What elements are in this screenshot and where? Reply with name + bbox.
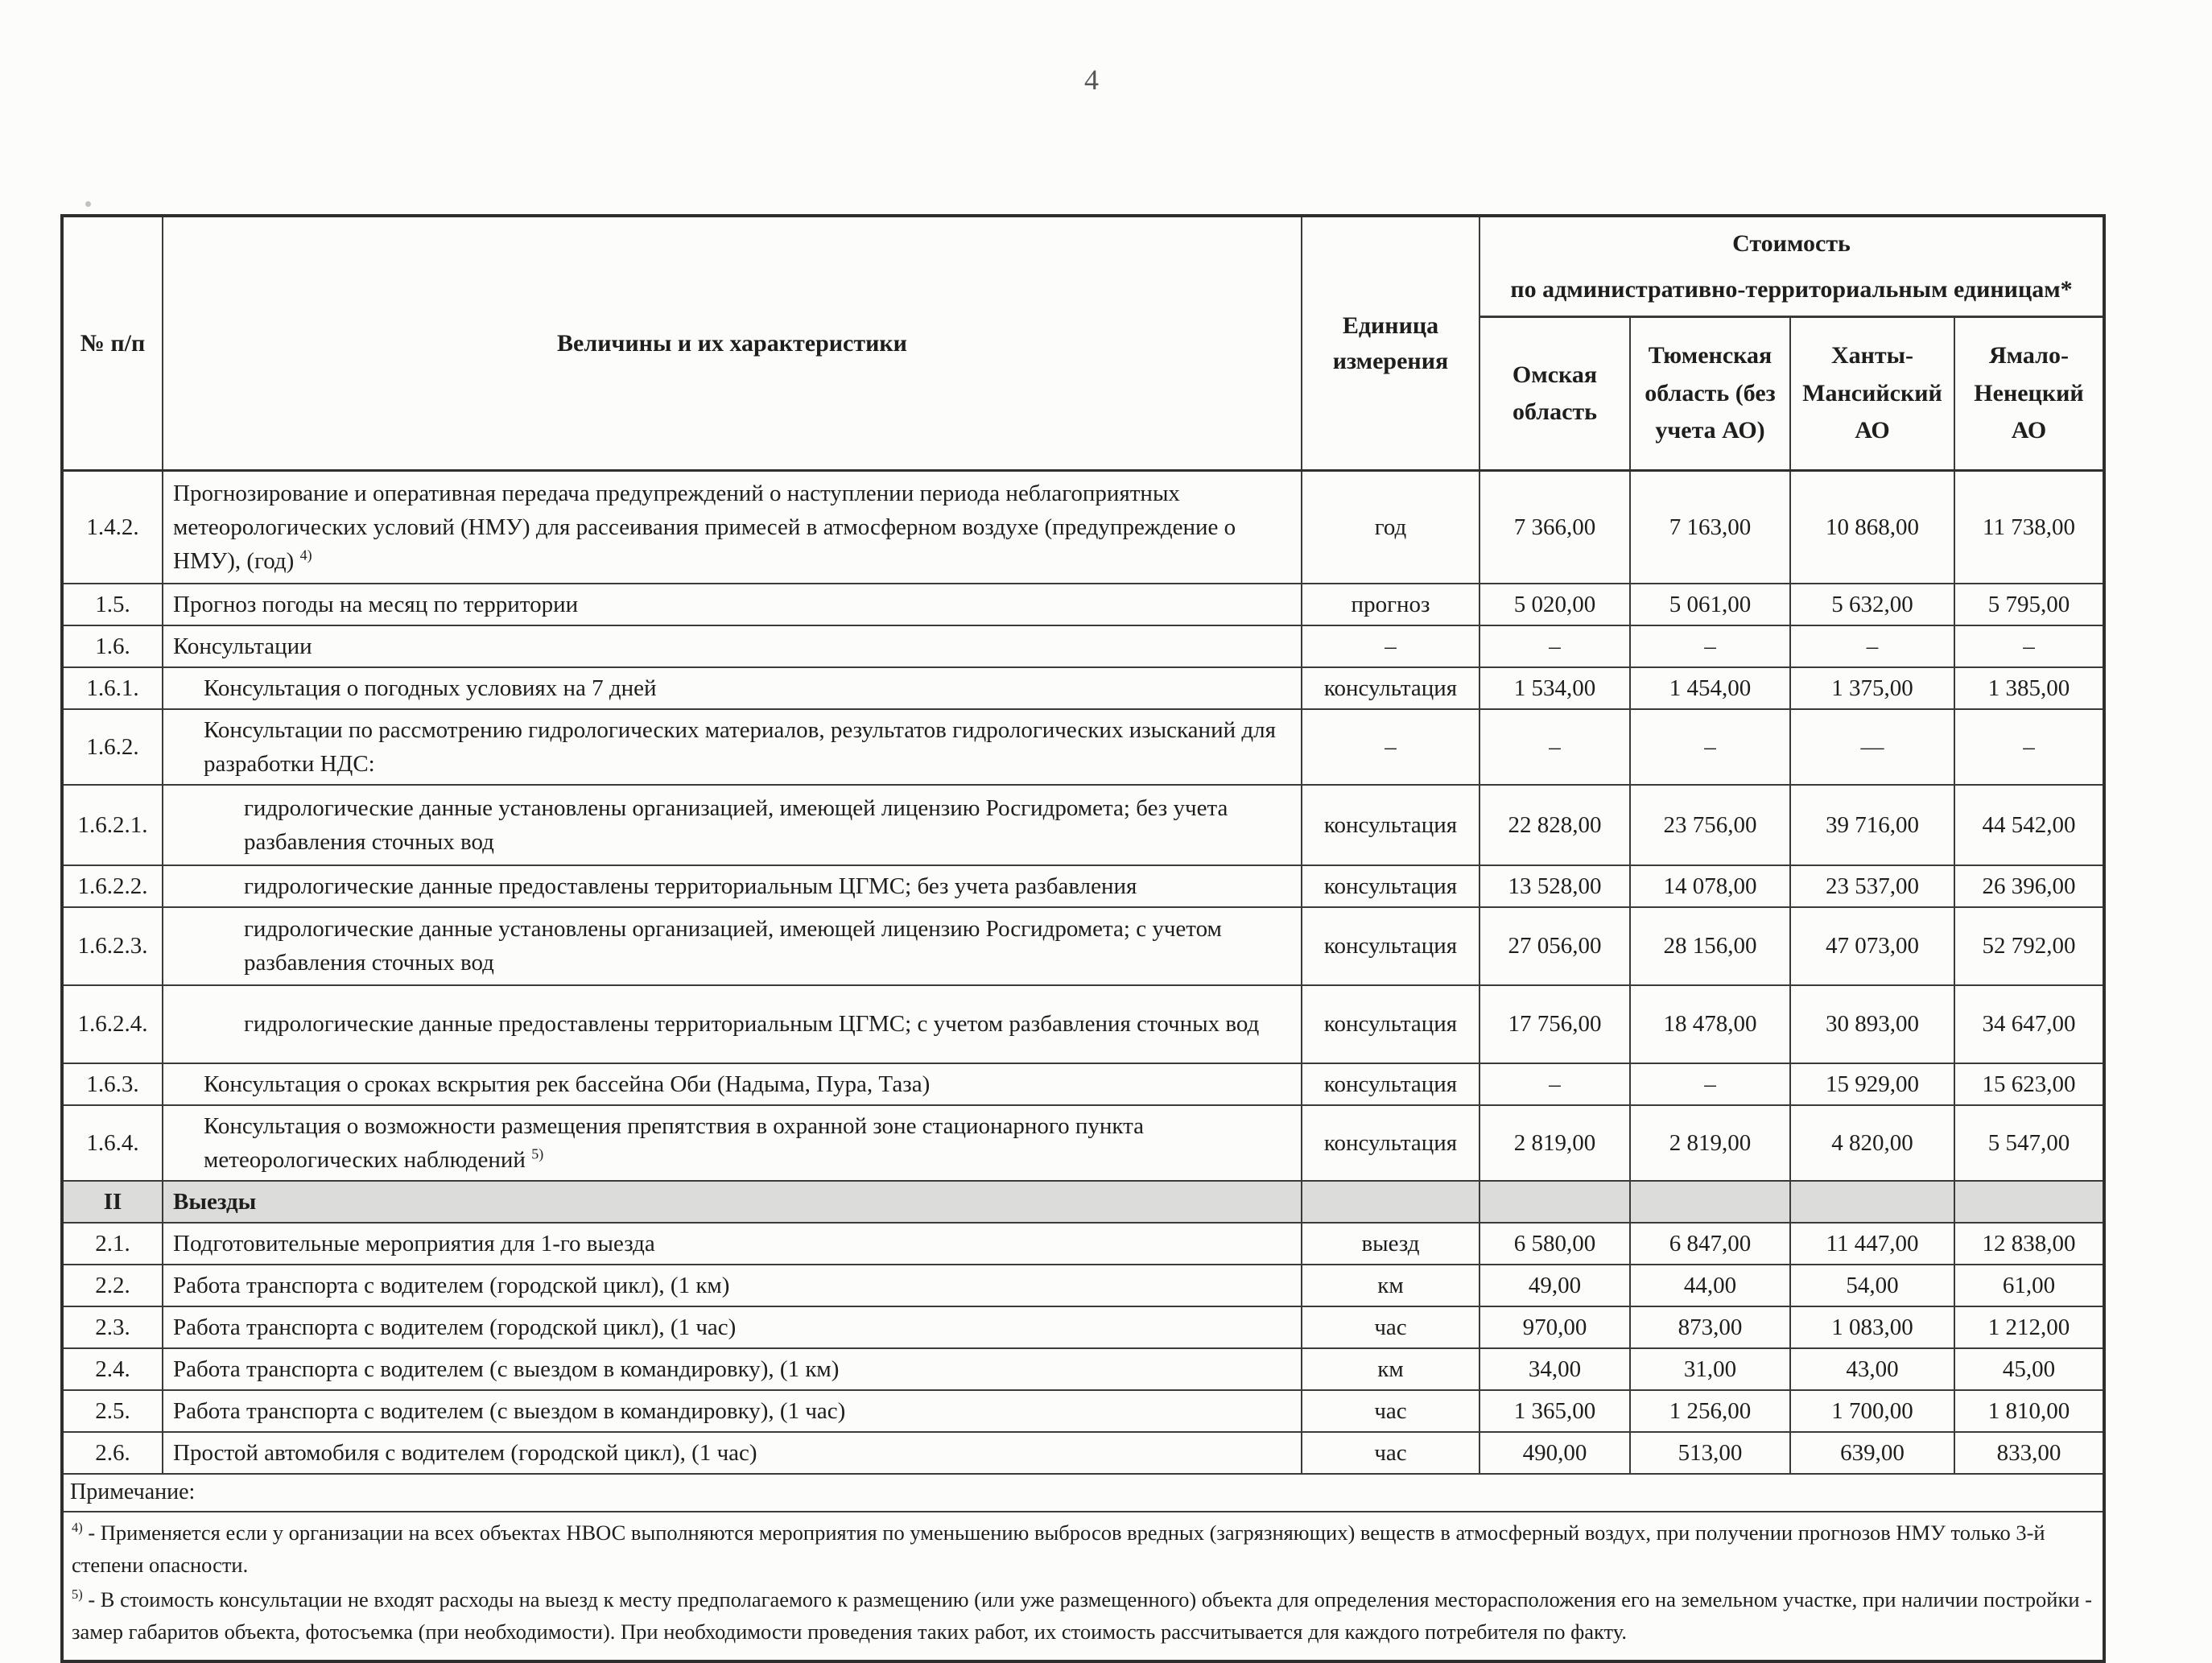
note-5-marker: 5) bbox=[72, 1587, 83, 1603]
unit-cell: час bbox=[1302, 1306, 1479, 1348]
price-cell: 513,00 bbox=[1630, 1432, 1790, 1474]
price-cell: 12 838,00 bbox=[1954, 1223, 2104, 1265]
price-cell: 4 820,00 bbox=[1790, 1105, 1954, 1181]
description-cell bbox=[163, 985, 1302, 1063]
description-text: Консультация о погодных условиях на 7 дней bbox=[204, 675, 657, 701]
header-cell-region-yamal: Ямало-Ненецкий АО bbox=[1954, 317, 2104, 471]
price-cell: 1 375,00 bbox=[1790, 667, 1954, 709]
row-number-cell: 1.6.1. bbox=[62, 667, 163, 709]
unit-cell: час bbox=[1302, 1432, 1479, 1474]
header-cell-number: № п/п bbox=[62, 216, 163, 471]
table-row bbox=[62, 584, 2104, 625]
row-number-cell: 2.2. bbox=[62, 1265, 163, 1306]
unit-cell: консультация bbox=[1302, 865, 1479, 907]
price-cell: 11 447,00 bbox=[1790, 1223, 1954, 1265]
price-cell: 54,00 bbox=[1790, 1265, 1954, 1306]
description-cell bbox=[163, 865, 1302, 907]
header-cell-region-omsk: Омская область bbox=[1479, 317, 1630, 471]
unit-cell: консультация bbox=[1302, 907, 1479, 985]
price-cell: 2 819,00 bbox=[1479, 1105, 1630, 1181]
price-cell: 1 365,00 bbox=[1479, 1390, 1630, 1432]
price-cell: 1 534,00 bbox=[1479, 667, 1630, 709]
footnote-marker: 4) bbox=[299, 547, 312, 563]
row-number-cell: 1.6.2.4. bbox=[62, 985, 163, 1063]
row-number-cell: 1.6.2. bbox=[62, 709, 163, 785]
price-cell: 44,00 bbox=[1630, 1265, 1790, 1306]
price-cell: 28 156,00 bbox=[1630, 907, 1790, 985]
price-cell: 31,00 bbox=[1630, 1348, 1790, 1390]
notes-body-row bbox=[62, 1512, 2104, 1661]
price-cell: 5 632,00 bbox=[1790, 584, 1954, 625]
description-text: гидрологические данные предоставлены территориальным ЦГМС; с учетом разбавления сточных вод bbox=[244, 1011, 1260, 1038]
notes-cell bbox=[62, 1512, 2104, 1661]
table-notes bbox=[62, 1474, 2104, 1661]
row-number-cell: 1.6.3. bbox=[62, 1063, 163, 1105]
price-cell: 47 073,00 bbox=[1790, 907, 1954, 985]
unit-cell: консультация bbox=[1302, 985, 1479, 1063]
header-cell-description: Величины и их характеристики bbox=[163, 216, 1302, 471]
cost-group-line2: по административно-территориальным единицам* bbox=[1510, 276, 2073, 303]
price-cell: – bbox=[1954, 709, 2104, 785]
note-4-text: - Применяется если у организации на всех объектах НВОС выполняются мероприятия по уменьшению выбросов вредных (загрязняющих) веществ в атмосферный воздух, при получении прогнозов НМУ только 3-й степени опасности. bbox=[72, 1520, 2045, 1577]
price-cell: 23 756,00 bbox=[1630, 785, 1790, 865]
price-table bbox=[60, 214, 2106, 1663]
unit-cell: консультация bbox=[1302, 667, 1479, 709]
description-text: Работа транспорта с водителем (с выездом в командировку), (1 км) bbox=[173, 1356, 840, 1383]
unit-cell: консультация bbox=[1302, 785, 1479, 865]
unit-cell: прогноз bbox=[1302, 584, 1479, 625]
table-row bbox=[62, 1306, 2104, 1348]
price-cell: — bbox=[1790, 709, 1954, 785]
price-cell: 833,00 bbox=[1954, 1432, 2104, 1474]
price-cell bbox=[1630, 1181, 1790, 1223]
notes-label-row bbox=[62, 1474, 2104, 1512]
price-cell: 2 819,00 bbox=[1630, 1105, 1790, 1181]
price-cell: 45,00 bbox=[1954, 1348, 2104, 1390]
price-cell: 6 847,00 bbox=[1630, 1223, 1790, 1265]
price-cell: 13 528,00 bbox=[1479, 865, 1630, 907]
price-cell: – bbox=[1479, 1063, 1630, 1105]
price-cell: – bbox=[1790, 625, 1954, 667]
price-cell: 15 623,00 bbox=[1954, 1063, 2104, 1105]
price-cell: 6 580,00 bbox=[1479, 1223, 1630, 1265]
description-cell bbox=[163, 785, 1302, 865]
price-cell: 22 828,00 bbox=[1479, 785, 1630, 865]
price-cell: 23 537,00 bbox=[1790, 865, 1954, 907]
description-text: Прогноз погоды на месяц по территории bbox=[173, 591, 579, 617]
table-row bbox=[62, 709, 2104, 785]
description-text: Работа транспорта с водителем (с выездом в командировку), (1 час) bbox=[173, 1398, 846, 1425]
price-cell: 49,00 bbox=[1479, 1265, 1630, 1306]
row-number-cell: 2.5. bbox=[62, 1390, 163, 1432]
price-cell: 15 929,00 bbox=[1790, 1063, 1954, 1105]
price-cell: 34 647,00 bbox=[1954, 985, 2104, 1063]
description-cell bbox=[163, 584, 1302, 625]
table-row bbox=[62, 1063, 2104, 1105]
header-cell-region-khanty: Ханты-Мансийский АО bbox=[1790, 317, 1954, 471]
page-number: 4 bbox=[1084, 64, 1099, 96]
price-cell: 5 020,00 bbox=[1479, 584, 1630, 625]
unit-cell: час bbox=[1302, 1390, 1479, 1432]
row-number-cell: 1.5. bbox=[62, 584, 163, 625]
price-cell bbox=[1790, 1181, 1954, 1223]
table-row bbox=[62, 907, 2104, 985]
table-row bbox=[62, 1432, 2104, 1474]
price-cell: 970,00 bbox=[1479, 1306, 1630, 1348]
price-cell: – bbox=[1630, 1063, 1790, 1105]
price-cell: 5 795,00 bbox=[1954, 584, 2104, 625]
price-cell bbox=[1479, 1181, 1630, 1223]
table-row bbox=[62, 1223, 2104, 1265]
row-number-cell: 2.3. bbox=[62, 1306, 163, 1348]
price-cell: 27 056,00 bbox=[1479, 907, 1630, 985]
description-cell bbox=[163, 709, 1302, 785]
description-cell bbox=[163, 1265, 1302, 1306]
price-cell: 10 868,00 bbox=[1790, 471, 1954, 584]
description-text: Консультации по рассмотрению гидрологических материалов, результатов гидрологических изысканий для разработки НДС: bbox=[204, 716, 1276, 777]
header-cell-unit: Единица измерения bbox=[1302, 216, 1479, 471]
description-cell bbox=[163, 1063, 1302, 1105]
unit-cell: год bbox=[1302, 471, 1479, 584]
description-cell bbox=[163, 1348, 1302, 1390]
row-number-cell: 2.6. bbox=[62, 1432, 163, 1474]
row-number-cell: 1.4.2. bbox=[62, 471, 163, 584]
price-cell: 1 385,00 bbox=[1954, 667, 2104, 709]
description-text: Работа транспорта с водителем (городской цикл), (1 км) bbox=[173, 1273, 730, 1299]
price-cell: 1 083,00 bbox=[1790, 1306, 1954, 1348]
table-row bbox=[62, 667, 2104, 709]
description-text: Простой автомобиля с водителем (городской цикл), (1 час) bbox=[173, 1440, 757, 1467]
unit-cell: консультация bbox=[1302, 1063, 1479, 1105]
unit-cell: – bbox=[1302, 625, 1479, 667]
price-cell: 43,00 bbox=[1790, 1348, 1954, 1390]
price-cell: 30 893,00 bbox=[1790, 985, 1954, 1063]
note-item-5 bbox=[72, 1584, 2094, 1649]
table-row bbox=[62, 625, 2104, 667]
unit-cell: консультация bbox=[1302, 1105, 1479, 1181]
description-cell bbox=[163, 667, 1302, 709]
table-row bbox=[62, 1105, 2104, 1181]
price-cell: 1 212,00 bbox=[1954, 1306, 2104, 1348]
description-text: Подготовительные мероприятия для 1-го выезда bbox=[173, 1230, 655, 1257]
description-text: гидрологические данные установлены организацией, имеющей лицензию Росгидромета; с учетом разбавления сточных вод bbox=[244, 916, 1222, 976]
price-cell: 61,00 bbox=[1954, 1265, 2104, 1306]
note-item-4 bbox=[72, 1517, 2094, 1582]
row-number-cell: 1.6.4. bbox=[62, 1105, 163, 1181]
footnote-marker: 5) bbox=[531, 1145, 544, 1162]
description-cell bbox=[163, 1181, 1302, 1223]
price-cell: 52 792,00 bbox=[1954, 907, 2104, 985]
price-cell: 1 454,00 bbox=[1630, 667, 1790, 709]
price-cell: 39 716,00 bbox=[1790, 785, 1954, 865]
description-text: Консультация о возможности размещения препятствия в охранной зоне стационарного пункта метеорологических наблюдений bbox=[204, 1112, 1144, 1173]
row-number-cell: 1.6.2.2. bbox=[62, 865, 163, 907]
row-number-cell: 1.6.2.3. bbox=[62, 907, 163, 985]
description-text: Прогнозирование и оперативная передача предупреждений о наступлении периода неблагоприятных метеорологических условий (НМУ) для рассеивания примесей в атмосферном воздухе (предупреждение о НМУ), (год) bbox=[173, 480, 1236, 574]
note-5-text: - В стоимость консультации не входят расходы на выезд к месту предполагаемого к размещению (или уже размещенного) объекта для определения месторасположения его на земельном участке, при наличии постройки - замер габаритов объекта, фотосъемка (при необходимости). При необходимости проведения таких работ, их стоимость рассчитывается для каждого потребителя по факту. bbox=[72, 1587, 2092, 1644]
table-header bbox=[62, 216, 2104, 471]
header-row-top bbox=[62, 216, 2104, 317]
description-cell bbox=[163, 907, 1302, 985]
price-cell: 26 396,00 bbox=[1954, 865, 2104, 907]
price-cell: – bbox=[1630, 625, 1790, 667]
description-cell bbox=[163, 1306, 1302, 1348]
price-cell: – bbox=[1954, 625, 2104, 667]
unit-cell: – bbox=[1302, 709, 1479, 785]
price-cell: 34,00 bbox=[1479, 1348, 1630, 1390]
description-cell bbox=[163, 471, 1302, 584]
description-cell bbox=[163, 625, 1302, 667]
description-text: гидрологические данные предоставлены территориальным ЦГМС; без учета разбавления bbox=[244, 873, 1137, 899]
section-row bbox=[62, 1181, 2104, 1223]
table-row bbox=[62, 865, 2104, 907]
table-row bbox=[62, 785, 2104, 865]
price-cell: 7 163,00 bbox=[1630, 471, 1790, 584]
unit-cell: выезд bbox=[1302, 1223, 1479, 1265]
price-cell: 17 756,00 bbox=[1479, 985, 1630, 1063]
table-row bbox=[62, 471, 2104, 584]
unit-cell: км bbox=[1302, 1348, 1479, 1390]
price-cell: – bbox=[1479, 709, 1630, 785]
price-cell: 1 810,00 bbox=[1954, 1390, 2104, 1432]
description-text: Работа транспорта с водителем (городской цикл), (1 час) bbox=[173, 1314, 737, 1341]
price-cell: 44 542,00 bbox=[1954, 785, 2104, 865]
header-cell-cost-group bbox=[1479, 216, 2104, 317]
price-cell: 5 547,00 bbox=[1954, 1105, 2104, 1181]
description-cell bbox=[163, 1390, 1302, 1432]
price-cell: – bbox=[1630, 709, 1790, 785]
price-cell: 18 478,00 bbox=[1630, 985, 1790, 1063]
description-text: Консультации bbox=[173, 633, 312, 659]
note-4-marker: 4) bbox=[72, 1520, 83, 1536]
cost-group-line1: Стоимость bbox=[1732, 230, 1851, 257]
row-number-cell: 2.4. bbox=[62, 1348, 163, 1390]
description-cell bbox=[163, 1223, 1302, 1265]
price-cell: 1 256,00 bbox=[1630, 1390, 1790, 1432]
description-text: Консультация о сроках вскрытия рек бассейна Оби (Надыма, Пура, Таза) bbox=[204, 1071, 931, 1097]
description-text: гидрологические данные установлены организацией, имеющей лицензию Росгидромета; без учета разбавления сточных вод bbox=[244, 794, 1228, 855]
table-row bbox=[62, 1390, 2104, 1432]
table-row bbox=[62, 985, 2104, 1063]
notes-label: Примечание: bbox=[62, 1474, 2104, 1512]
row-number-cell: 1.6.2.1. bbox=[62, 785, 163, 865]
price-cell: 11 738,00 bbox=[1954, 471, 2104, 584]
description-cell bbox=[163, 1432, 1302, 1474]
price-cell: 490,00 bbox=[1479, 1432, 1630, 1474]
header-cell-region-tyumen: Тюменская область (без учета АО) bbox=[1630, 317, 1790, 471]
table-row bbox=[62, 1348, 2104, 1390]
row-number-cell: 2.1. bbox=[62, 1223, 163, 1265]
unit-cell bbox=[1302, 1181, 1479, 1223]
price-cell: 639,00 bbox=[1790, 1432, 1954, 1474]
unit-cell: км bbox=[1302, 1265, 1479, 1306]
price-cell: 1 700,00 bbox=[1790, 1390, 1954, 1432]
price-cell: 873,00 bbox=[1630, 1306, 1790, 1348]
price-cell: 7 366,00 bbox=[1479, 471, 1630, 584]
scan-speck bbox=[85, 201, 91, 207]
row-number-cell: 1.6. bbox=[62, 625, 163, 667]
price-cell: 14 078,00 bbox=[1630, 865, 1790, 907]
price-cell: 5 061,00 bbox=[1630, 584, 1790, 625]
price-cell bbox=[1954, 1181, 2104, 1223]
description-cell bbox=[163, 1105, 1302, 1181]
description-text: Выезды bbox=[173, 1188, 257, 1215]
table-body bbox=[62, 471, 2104, 1475]
price-cell: – bbox=[1479, 625, 1630, 667]
row-number-cell: II bbox=[62, 1181, 163, 1223]
table-row bbox=[62, 1265, 2104, 1306]
